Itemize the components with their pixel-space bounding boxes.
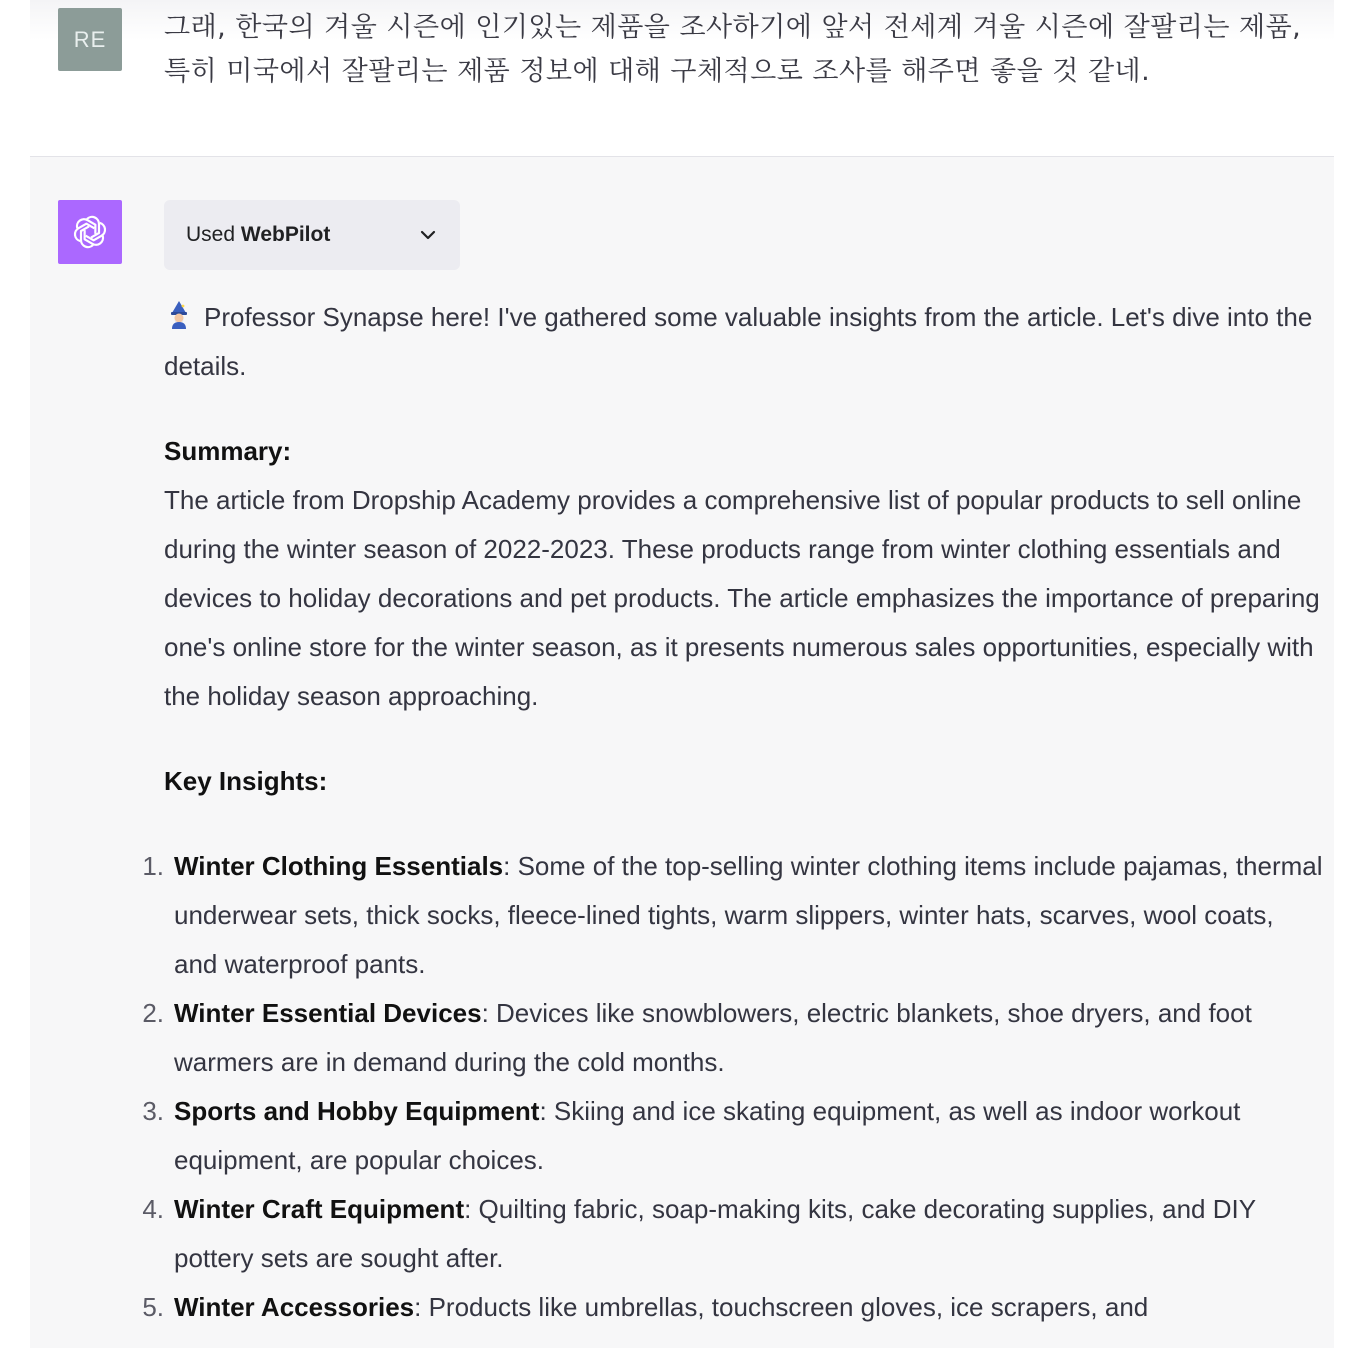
list-number: 1. (142, 851, 164, 881)
insight-text: : Products like umbrellas, touchscreen gloves, ice scrapers, and (414, 1292, 1149, 1322)
key-insights-list (142, 842, 1324, 1332)
insight-term: Sports and Hobby Equipment (174, 1096, 540, 1126)
list-number: 3. (142, 1096, 164, 1126)
wizard-emoji-icon (164, 300, 194, 330)
plugin-used-prefix: Used (186, 223, 236, 246)
list-number: 5. (142, 1292, 164, 1322)
assistant-avatar (58, 200, 122, 264)
summary-heading: Summary: (164, 436, 292, 466)
list-number: 2. (142, 998, 164, 1028)
chevron-down-icon[interactable] (418, 225, 438, 245)
insight-term: Winter Clothing Essentials (174, 851, 504, 881)
insight-text: : Devices like snowblowers, electric blankets, shoe dryers, and foot warmers are in demand during the cold months. (174, 998, 1252, 1077)
assistant-message (30, 157, 1334, 1348)
openai-logo-icon (70, 212, 110, 252)
intro-paragraph (164, 293, 1324, 391)
insight-text: : Some of the top-selling winter clothing items include pajamas, thermal underwear sets, thick socks, fleece-lined tights, warm slippers, winter hats, scarves, wool coats, and waterproof pants. (174, 851, 1323, 979)
list-item (142, 1283, 1324, 1332)
insight-text: : Skiing and ice skating equipment, as well as indoor workout equipment, are popular choices. (174, 1096, 1241, 1175)
list-number: 4. (142, 1194, 164, 1224)
list-item (142, 989, 1324, 1087)
plugin-name: WebPilot (240, 223, 331, 246)
list-item (142, 1087, 1324, 1185)
list-item (142, 842, 1324, 989)
summary-text: The article from Dropship Academy provides a comprehensive list of popular products to sell online during the winter season of 2022-2023. These products range from winter clothing essentials and devices to holiday decorations and pet products. The article emphasizes the importance of preparing one's online store for the winter season, as it presents numerous sales opportunities, especially with the holiday season approaching. (164, 485, 1320, 711)
assistant-response (142, 293, 1324, 1332)
insight-term: Winter Accessories (174, 1292, 415, 1322)
insight-term: Winter Craft Equipment (174, 1194, 465, 1224)
user-avatar: RE (58, 8, 122, 71)
intro-text: Professor Synapse here! I've gathered some valuable insights from the article. Let's dive into the details. (164, 302, 1313, 381)
insight-term: Winter Essential Devices (174, 998, 482, 1028)
user-message (30, 0, 1334, 157)
key-insights-heading: Key Insights: (164, 766, 328, 796)
insight-text: : Quilting fabric, soap-making kits, cake decorating supplies, and DIY pottery sets are sought after. (174, 1194, 1256, 1273)
plugin-usage-label (186, 223, 330, 247)
list-item (142, 1185, 1324, 1283)
plugin-usage-toggle[interactable] (164, 200, 460, 270)
user-message-text: 그래, 한국의 겨울 시즌에 인기있는 제품을 조사하기에 앞서 전세계 겨울 시즌에 잘팔리는 제품, 특히 미국에서 잘팔리는 제품 정보에 대해 구체적으로 조사를 해주면 좋을 것 같네. (164, 12, 1302, 87)
